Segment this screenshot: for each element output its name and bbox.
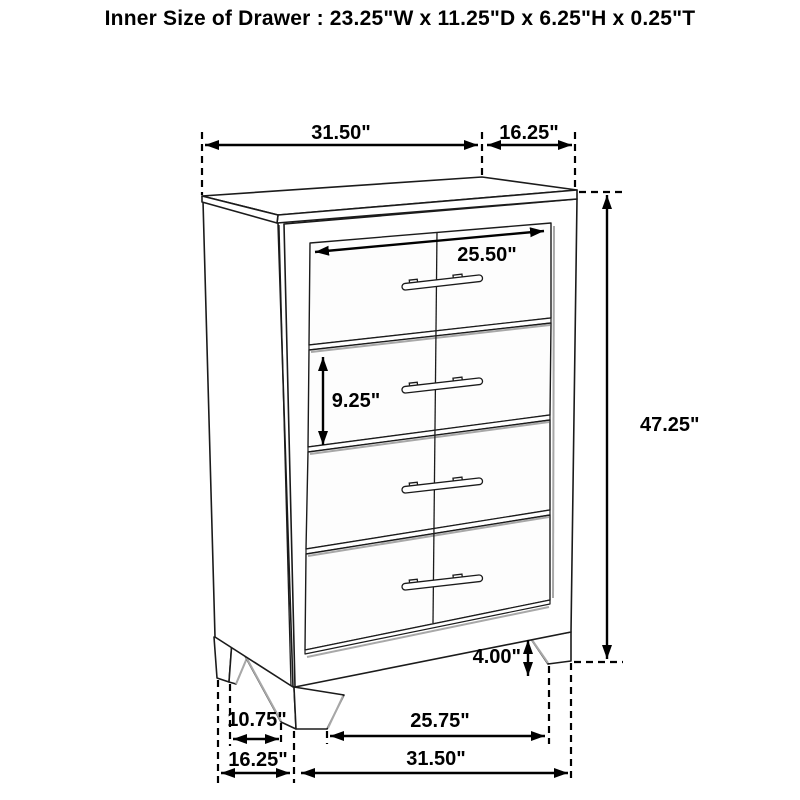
dim-leg-height — [473, 640, 528, 676]
dim-leg-height-label: 4.00" — [472, 646, 521, 668]
dim-top-width — [205, 122, 478, 145]
drawer-stack — [305, 223, 554, 657]
dim-top-width-label: 31.50" — [311, 122, 371, 144]
dim-drawer-width-label: 25.50" — [457, 244, 517, 266]
dim-side-leg-gap — [227, 709, 287, 739]
dim-overall-depth-label: 16.25" — [228, 749, 288, 771]
dim-drawer-height-label: 9.25" — [331, 390, 381, 412]
dim-overall-width-label: 31.50" — [406, 748, 466, 770]
dim-overall-width — [301, 748, 568, 773]
dim-front-leg-span — [330, 710, 545, 736]
side-panel — [203, 201, 293, 687]
dim-overall-depth — [221, 749, 290, 773]
dim-top-depth — [487, 122, 572, 145]
dim-side-leg-gap-label: 10.75" — [227, 709, 287, 731]
dim-overall-height-label: 47.25" — [640, 414, 700, 436]
dim-top-depth-label: 16.25" — [499, 122, 559, 144]
diagram-title: Inner Size of Drawer : 23.25"W x 11.25"D x 6.25"H x 0.25"T — [104, 7, 696, 30]
dim-overall-height — [607, 195, 700, 659]
dim-front-leg-span-label: 25.75" — [410, 710, 470, 732]
